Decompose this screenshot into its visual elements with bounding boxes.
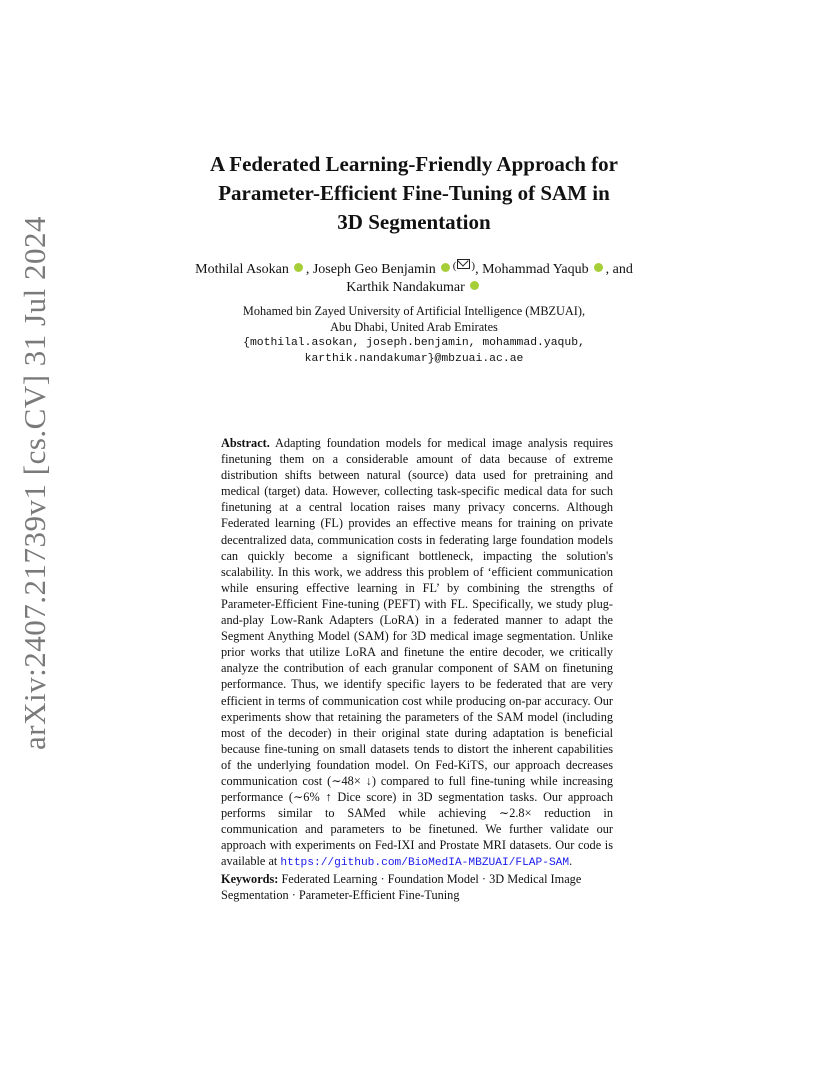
orcid-icon[interactable]: [294, 263, 303, 272]
email-line-2: karthik.nandakumar}@mbzuai.ac.ae: [304, 353, 524, 365]
affiliation-block: [0, 303, 828, 367]
abstract-text: Adapting foundation models for medical image analysis requires finetuning them on a considerable amount of data because of extreme distribution shifts between natural (source) data used for pretraining and medical (target) data. However, collecting task-specific medical data for such finetuning at a central location raises many privacy concerns. Although Federated learning (FL) provides an effective means for training on private decentralized data, communication costs in federating large foundation models can quickly become a significant bottleneck, impacting the solution's scalability. In this work, we address this problem of ‘efficient communication while ensuring effective learning in FL’ by combining the strengths of Parameter-Efficient Fine-tuning (PEFT) with FL. Specifically, we study plug-and-play Low-Rank Adapters (LoRA) in a federated manner to adapt the Segment Anything Model (SAM) for 3D medical image segmentation. Unlike prior works that utilize LoRA and finetune the entire decoder, we critically analyze the contribution of each granular component of SAM on finetuning performance. Thus, we identify specific layers to be federated that are very efficient in terms of communication cost while producing on-par accuracy. Our experiments show that retaining the parameters of the SAM model (including most of the decoder) in their original state during adaptation is beneficial because fine-tuning on small datasets tends to distort the inherent capabilities of the underlying foundation model. On Fed-KiTS, our approach decreases communication cost (∼48× ↓) compared to full fine-tuning while increasing performance (∼6% ↑ Dice score) in 3D segmentation tasks. Our approach performs similar to SAMed while achieving ∼2.8× reduction in communication and parameters to be finetuned. We further validate our approach with experiments on Fed-IXI and Prostate MRI datasets. Our code is available at: [221, 436, 613, 869]
abstract: [221, 435, 613, 872]
code-link[interactable]: https://github.com/BioMedIA-MBZUAI/FLAP-SAM: [280, 857, 570, 870]
affiliation-line-1: Mohamed bin Zayed University of Artificial Intelligence (MBZUAI),: [242, 304, 586, 318]
affiliation-line-2: Abu Dhabi, United Arab Emirates: [330, 320, 498, 334]
arxiv-identifier: arXiv:2407.21739v1 [cs.CV] 31 Jul 2024: [17, 216, 52, 750]
abstract-label: Abstract.: [221, 436, 270, 450]
paper-title: [0, 150, 828, 237]
keywords-label: Keywords:: [221, 872, 279, 886]
title-line-1: A Federated Learning-Friendly Approach for: [210, 152, 618, 176]
author-line-1: [0, 257, 828, 279]
orcid-icon[interactable]: [594, 263, 603, 272]
author-3-name: , Mohammad Yaqub: [475, 262, 589, 277]
author-3-suffix: , and: [605, 262, 633, 277]
abstract-end: .: [569, 854, 573, 869]
email-line-1: {mothilal.asokan, joseph.benjamin, mohammad.yaqub,: [243, 337, 585, 349]
title-line-3: 3D Segmentation: [337, 210, 491, 234]
author-line-2: [0, 279, 828, 297]
envelope-icon: [457, 259, 470, 269]
author-list: [0, 257, 828, 297]
keywords-text: Federated Learning · Foundation Model · 3D Medical Image Segmentation · Parameter-Efficient Fine-Tuning: [221, 872, 582, 902]
author-4-name: Karthik Nandakumar: [346, 280, 465, 295]
keywords: [221, 871, 613, 903]
title-line-2: Parameter-Efficient Fine-Tuning of SAM in: [218, 181, 610, 205]
author-2-name: , Joseph Geo Benjamin: [305, 262, 436, 277]
author-1-name: Mothilal Asokan: [195, 262, 289, 277]
corresponding-mark-close: ): [471, 260, 476, 272]
orcid-icon[interactable]: [470, 281, 479, 290]
corresponding-mark-open: (: [452, 260, 457, 272]
orcid-icon[interactable]: [441, 263, 450, 272]
